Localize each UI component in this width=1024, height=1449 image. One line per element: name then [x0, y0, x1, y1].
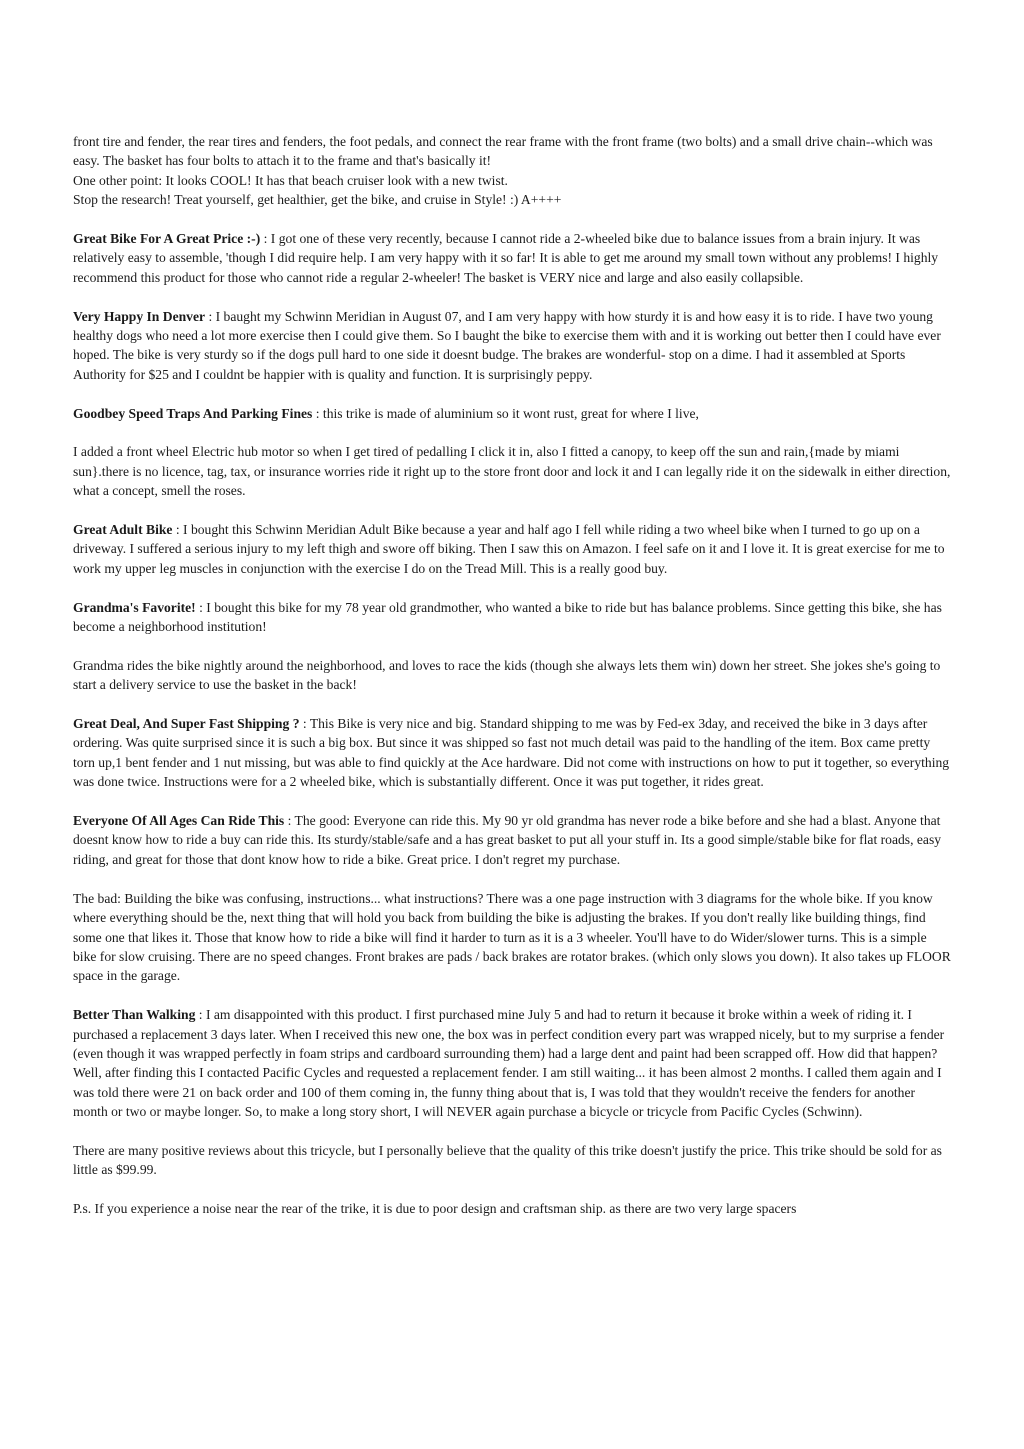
review-body: : I baught my Schwinn Meridian in August 07, and I am very happy with how sturdy it is and how easy it is to ride. I have two young healthy dogs who need a lot more exercise then I could give them. So I baught the bike to exercise them with and it is working out better then I could have ever hoped. The bike is very sturdy so if the dogs pull hard to one side it doesnt budge. The brakes are wonderful- stop on a dime. I had it assembled at Sports Authority for $25 and I couldnt be happier with is quality and function. It is surprisingly peppy. [73, 308, 941, 382]
review-everyone-all-ages [73, 811, 951, 869]
review-body: : This Bike is very nice and big. Standard shipping to me was by Fed-ex 3day, and received the bike in 3 days after ordering. Was quite surprised since it is such a big box. But since it was shipped so fast not much detail was paid to the handling of the item. Box came pretty torn up,1 bent fender and 1 nut missing, but was able to find quickly at the Ace hardware. Did not come with instructions on how to put it together, so everything was done twice. Instructions were for a 2 wheeled bike, which is substantially different. Once it was put together, it rides great. [73, 716, 950, 790]
review-great-deal-fast-shipping [73, 714, 951, 792]
review-continuation: I added a front wheel Electric hub motor so when I get tired of pedalling I click it in, also I fitted a canopy, to keep off the sun and rain,{made by miami sun}.there is no licence, tag, tax, or insurance worries ride it right up to the store front door and lock it and I can legally ride it on the sidewalk in either direction, what a concept, smell the roses. [73, 444, 951, 499]
review-title: Very Happy In Denver [73, 308, 206, 324]
review-continuation: P.s. If you experience a noise near the rear of the trike, it is due to poor design and craftsman ship. as there are two very large spacers [73, 1201, 797, 1217]
review-body: : I bought this Schwinn Meridian Adult Bike because a year and half ago I fell while riding a two wheel bike when I turned to go up on a driveway. I suffered a serious injury to my left thigh and swore off biking. Then I saw this on Amazon. I feel safe on it and I love it. It is great exercise for me to work my upper leg muscles in conjunction with the exercise I do on the Tread Mill. This is a really good buy. [73, 522, 945, 576]
review-grandmas-favorite [73, 598, 951, 637]
review-title: Grandma's Favorite! [73, 599, 196, 615]
review-title: Great Bike For A Great Price :-) [73, 231, 261, 247]
review-great-bike-great-price [73, 229, 951, 287]
document-page [73, 132, 951, 1238]
review-continuation: Grandma rides the bike nightly around the neighborhood, and loves to race the kids (though she always lets them win) down her street. She jokes she's going to start a delivery service to use the basket in the back! [73, 657, 941, 693]
intro-line: Stop the research! Treat yourself, get healthier, get the bike, and cruise in Style! :) A++++ [73, 192, 562, 208]
review-very-happy-denver [73, 307, 951, 385]
review-title: Better Than Walking [73, 1007, 196, 1023]
review-body: : I got one of these very recently, because I cannot ride a 2-wheeled bike due to balance issues from a brain injury. It was relatively easy to assemble, 'though I did require help. I am very happy with it so far! It is able to get me around my small town without any problems! I highly recommend this product for those who cannot ride a regular 2-wheeler! The basket is VERY nice and large and also easily collapsible. [73, 231, 939, 285]
review-goodbey-speed-traps [73, 404, 951, 423]
review-title: Everyone Of All Ages Can Ride This [73, 813, 285, 829]
review-continuation: There are many positive reviews about this tricycle, but I personally believe that the quality of this trike doesn't justify the price. This trike should be sold for as little as $99.99. [73, 1142, 942, 1178]
review-continuation: The bad: Building the bike was confusing, instructions... what instructions? There was a one page instruction with 3 diagrams for the whole bike. If you know where everything should be the, next thing that will hold you back from building the bike is adjusting the brakes. If you don't really like building things, find some one that likes it. Those that know how to ride a bike will find it harder to turn as it is a 3 wheeler. You'll have to do Wider/slower turns. This is a simple bike for slow cruising. There are no speed changes. Front brakes are pads / back brakes are rotator brakes. (which only slows you down). It also takes up FLOOR space in the garage. [73, 890, 951, 984]
intro-line: front tire and fender, the rear tires and fenders, the foot pedals, and connect the rear frame with the front frame (two bolts) and a small drive chain--which was easy. The basket has four bolts to attach it to the frame and that's basically it! [73, 134, 933, 169]
review-great-adult-bike [73, 520, 951, 578]
review-body: : I bought this bike for my 78 year old grandmother, who wanted a bike to ride but has balance problems. Since getting this bike, she has become a neighborhood institution! [73, 599, 942, 635]
review-body: : I am disappointed with this product. I first purchased mine July 5 and had to return it because it broke within a week of riding it. I purchased a replacement 3 days later. When I received this new one, the box was in perfect condition every part was wrapped nicely, but to my surprise a fender (even though it was wrapped perfectly in foam strips and cardboard surrounding them) had a large dent and paint had been scrapped off. How did that happen? Well, after finding this I contacted Pacific Cycles and requested a replacement fender. I am still waiting... it has been almost 2 months. I called them again and I was told there were 21 on back order and 100 of them coming in, the funny thing about that is, I was told that they wouldn't receive the fenders for another month or two or maybe longer. So, to make a long story short, I will NEVER again purchase a bicycle or tricycle from Pacific Cycles (Schwinn). [73, 1007, 945, 1120]
review-title: Great Adult Bike [73, 522, 173, 538]
intro-line: One other point: It looks COOL! It has that beach cruiser look with a new twist. [73, 172, 508, 188]
review-title: Goodbey Speed Traps And Parking Fines [73, 405, 313, 421]
review-body: : this trike is made of aluminium so it wont rust, great for where I live, [312, 405, 699, 421]
intro-paragraph [73, 132, 951, 210]
review-better-than-walking [73, 1005, 951, 1121]
review-body: : The good: Everyone can ride this. My 90 yr old grandma has never rode a bike before and she had a blast. Anyone that doesnt know how to ride a buy can ride this. Its sturdy/stable/safe and a has great basket to put all your stuff in. Its a good simple/stable bike for flat roads, easy riding, and great for those that dont know how to ride a bike. Great price. I don't regret my purchase. [73, 813, 942, 867]
review-title: Great Deal, And Super Fast Shipping ? [73, 716, 300, 732]
